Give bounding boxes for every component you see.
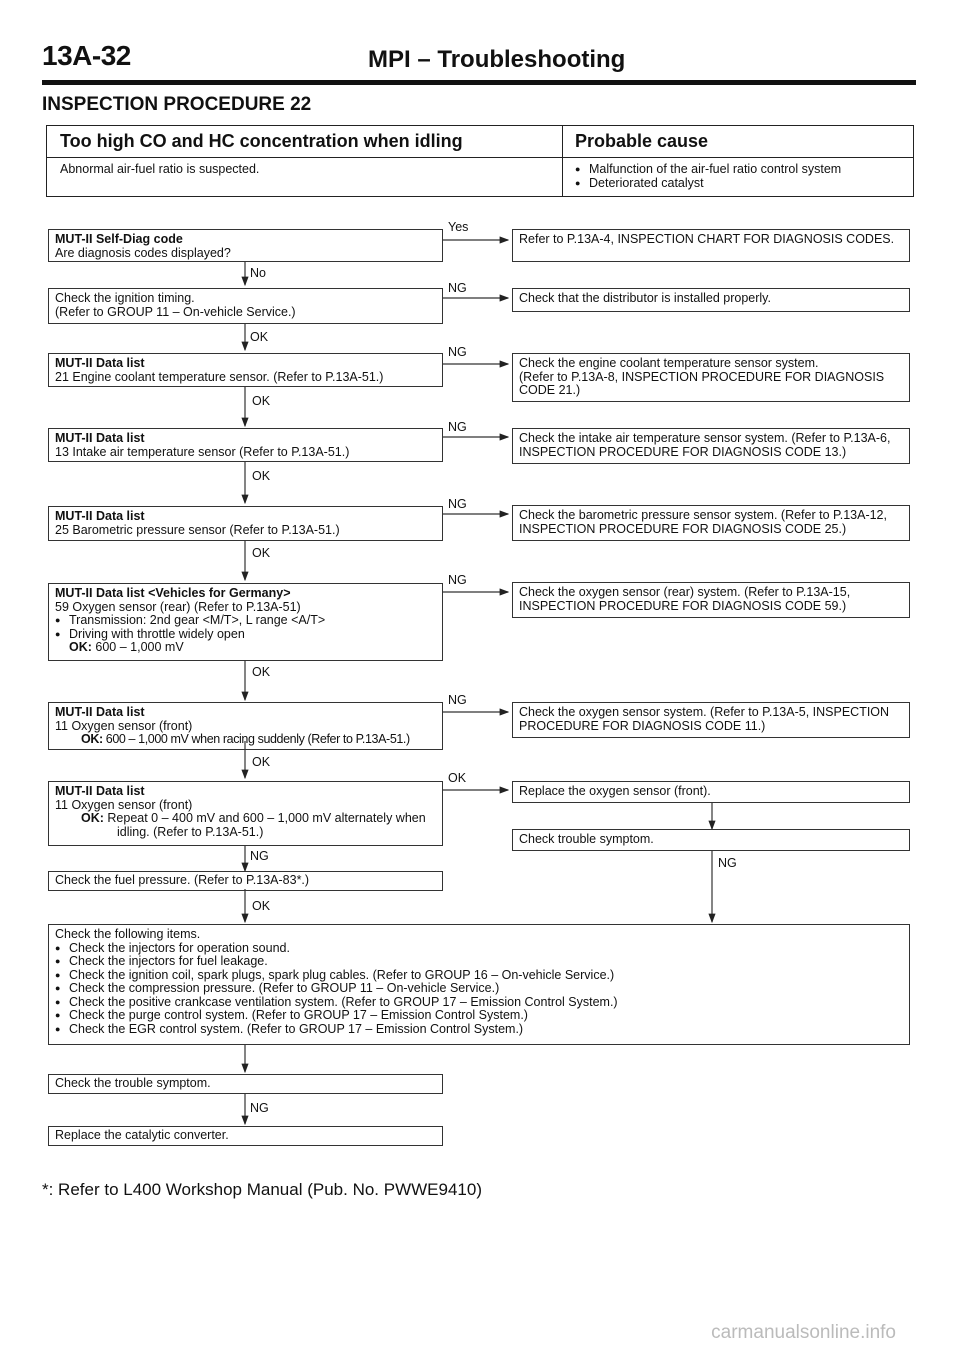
check-item: ● Check the injectors for fuel leakage. — [55, 955, 903, 969]
cause-item: ● Deteriorated catalyst — [575, 177, 841, 191]
result-text: CODE 21.) — [519, 383, 581, 397]
step-title: Check the following items. — [55, 927, 201, 941]
ok-criterion-value: 600 – 1,000 mV — [95, 640, 184, 654]
step-oxygen-front-idle — [48, 781, 443, 846]
ok-label: OK — [250, 330, 269, 344]
result-oxygen-system — [512, 702, 910, 738]
step-check-items — [48, 924, 910, 1045]
yes-label: Yes — [448, 220, 469, 234]
ok-criterion — [55, 733, 436, 747]
symptom-header: Too high CO and HC concentration when idling — [60, 131, 463, 151]
result-text: Check the intake air temperature sensor system. (Refer to P.13A-6, — [519, 431, 891, 445]
step-text: (Refer to GROUP 11 – On-vehicle Service.) — [55, 304, 296, 319]
ng-label: NG — [718, 856, 737, 870]
check-item: ● Check the injectors for operation sound. — [55, 942, 903, 956]
page-number: 13A-32 — [42, 40, 131, 71]
result-text: INSPECTION PROCEDURE FOR DIAGNOSIS CODE 13.) — [519, 444, 847, 459]
ng-label: NG — [250, 1101, 269, 1115]
result-text: INSPECTION PROCEDURE FOR DIAGNOSIS CODE 25.) — [519, 521, 847, 536]
cause-item: ● Malfunction of the air-fuel ratio control system — [575, 163, 841, 177]
check-item: ● Check the ignition coil, spark plugs, spark plug cables. (Refer to GROUP 16 – On-vehicle Service.) — [55, 969, 903, 983]
section-title: INSPECTION PROCEDURE 22 — [42, 94, 312, 115]
check-item: ● Check the EGR control system. (Refer to GROUP 17 – Emission Control System.) — [55, 1023, 903, 1037]
ng-label: NG — [250, 849, 269, 863]
step-text: Replace the catalytic converter. — [55, 1128, 229, 1142]
watermark: carmanualsonline.info — [711, 1322, 896, 1343]
result-barometric-system — [512, 505, 910, 541]
result-diagnosis-chart — [512, 229, 910, 262]
result-text: Check the oxygen sensor (rear) system. (Refer to P.13A-15, — [519, 585, 851, 599]
ok-criterion-label: OK: — [69, 640, 92, 654]
ng-label: NG — [448, 693, 467, 707]
ok-label: OK — [252, 665, 271, 679]
step-text: 11 Oxygen sensor (front) — [55, 797, 193, 812]
ok-criterion-label: OK: — [81, 732, 103, 746]
step-title: MUT-II Data list — [55, 431, 145, 445]
step-title: MUT-II Data list — [55, 705, 145, 719]
symptom-text: Abnormal air-fuel ratio is suspected. — [60, 162, 260, 176]
condition-item: ● Transmission: 2nd gear <M/T>, L range <A/T> — [55, 614, 436, 628]
ng-label: NG — [448, 420, 467, 434]
ok-criterion-value: Repeat 0 – 400 mV and 600 – 1,000 mV alternately when — [107, 811, 426, 825]
step-text: Check the trouble symptom. — [55, 1076, 211, 1090]
ng-label: NG — [448, 281, 467, 295]
step-text: Check the fuel pressure. (Refer to P.13A-83*.) — [55, 873, 310, 887]
cause-header: Probable cause — [575, 131, 709, 151]
ng-label: NG — [448, 345, 467, 359]
step-oxygen-front-racing — [48, 702, 443, 750]
result-text: (Refer to P.13A-8, INSPECTION PROCEDURE FOR DIAGNOSIS — [519, 369, 885, 384]
step-title: MUT-II Data list <Vehicles for Germany> — [55, 586, 291, 600]
result-text: INSPECTION PROCEDURE FOR DIAGNOSIS CODE 59.) — [519, 598, 847, 613]
result-coolant-system — [512, 353, 910, 402]
ok-label: OK — [252, 899, 271, 913]
ok-label: OK — [252, 755, 271, 769]
step-title: MUT-II Self-Diag code — [55, 232, 183, 246]
ok-label: OK — [252, 546, 271, 560]
ok-criterion-value: 600 – 1,000 mV when racing suddenly (Refer to P.13A-51.) — [105, 732, 410, 746]
result-text: Check that the distributor is installed properly. — [519, 291, 771, 305]
page-title: MPI – Troubleshooting — [368, 46, 626, 73]
result-text: Check trouble symptom. — [519, 832, 654, 846]
step-text: 21 Engine coolant temperature sensor. (Refer to P.13A-51.) — [55, 369, 384, 384]
no-label: No — [250, 266, 266, 280]
result-replace-oxygen-front — [512, 781, 910, 803]
ok-label: OK — [252, 469, 271, 483]
result-oxygen-rear-system — [512, 582, 910, 618]
step-text: 25 Barometric pressure sensor (Refer to P.13A-51.) — [55, 522, 340, 537]
result-check-trouble-symptom — [512, 829, 910, 851]
step-barometric — [48, 506, 443, 541]
step-replace-catalytic — [48, 1126, 443, 1146]
result-distributor — [512, 288, 910, 312]
ok-criterion — [55, 812, 436, 826]
step-text: 11 Oxygen sensor (front) — [55, 718, 193, 733]
step-title: MUT-II Data list — [55, 509, 145, 523]
footnote: *: Refer to L400 Workshop Manual (Pub. No. PWWE9410) — [42, 1180, 482, 1199]
step-text: 59 Oxygen sensor (rear) (Refer to P.13A-51) — [55, 599, 301, 614]
ng-label: NG — [448, 497, 467, 511]
step-fuel-pressure — [48, 871, 443, 891]
ok-criterion — [55, 641, 436, 655]
result-text: Check the engine coolant temperature sensor system. — [519, 356, 819, 370]
ok-label: OK — [252, 394, 271, 408]
result-text: Check the barometric pressure sensor system. (Refer to P.13A-12, — [519, 508, 887, 522]
check-item: ● Check the positive crankcase ventilation system. (Refer to GROUP 17 – Emission Control System.) — [55, 996, 903, 1010]
step-title: MUT-II Data list — [55, 356, 145, 370]
result-text: Check the oxygen sensor system. (Refer to P.13A-5, INSPECTION — [519, 705, 890, 719]
result-intake-air-system — [512, 428, 910, 464]
step-text: Are diagnosis codes displayed? — [55, 245, 231, 260]
step-self-diag — [48, 229, 443, 262]
step-intake-air-temp — [48, 428, 443, 462]
step-oxygen-rear — [48, 583, 443, 661]
condition-item: ● Driving with throttle widely open — [55, 628, 436, 642]
ok-label: OK — [448, 771, 467, 785]
step-ignition-timing — [48, 288, 443, 324]
ok-criterion-label: OK: — [81, 811, 104, 825]
check-item: ● Check the purge control system. (Refer to GROUP 17 – Emission Control System.) — [55, 1009, 903, 1023]
ng-label: NG — [448, 573, 467, 587]
step-text: 13 Intake air temperature sensor (Refer to P.13A-51.) — [55, 444, 350, 459]
result-text: Refer to P.13A-4, INSPECTION CHART FOR DIAGNOSIS CODES. — [519, 232, 895, 246]
result-text: PROCEDURE FOR DIAGNOSIS CODE 11.) — [519, 718, 766, 733]
ok-criterion-continued: idling. (Refer to P.13A-51.) — [117, 824, 264, 839]
step-coolant-temp — [48, 353, 443, 387]
step-text: Check the ignition timing. — [55, 291, 195, 305]
result-text: Replace the oxygen sensor (front). — [519, 784, 711, 798]
check-item: ● Check the compression pressure. (Refer to GROUP 11 – On-vehicle Service.) — [55, 982, 903, 996]
step-check-trouble-symptom — [48, 1074, 443, 1094]
step-title: MUT-II Data list — [55, 784, 145, 798]
